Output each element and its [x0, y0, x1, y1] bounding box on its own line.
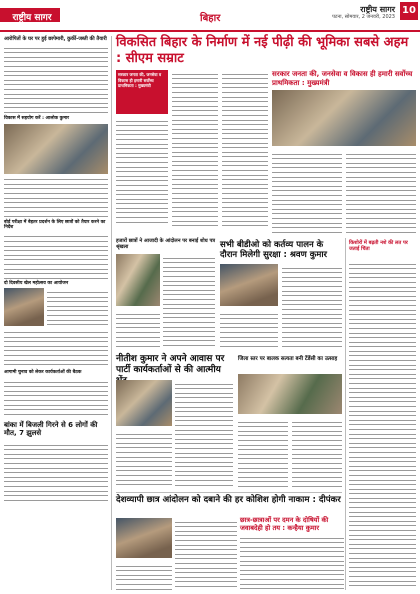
lead-highlight-box	[116, 70, 168, 114]
story-headline: जिला स्तर पर बालक सत्यता बनी टेंडेंसी का उत्साह	[238, 356, 338, 362]
story-body	[175, 518, 237, 590]
story-body	[4, 441, 108, 505]
story-body	[4, 176, 108, 218]
story-body	[175, 380, 233, 490]
news-photo	[4, 124, 108, 174]
story-body	[349, 260, 416, 590]
page-header	[0, 0, 420, 32]
story-body	[116, 562, 172, 590]
lead-body-col2	[172, 70, 218, 230]
lead-kicker: सरकार जनता की, जनसेवा व विकास ही हमारी सर्वोच्च प्राथमिकता : मुख्यमंत्री	[272, 70, 413, 87]
column-divider	[345, 238, 346, 590]
news-photo	[116, 518, 172, 558]
story-body	[163, 254, 215, 350]
story-body	[4, 44, 108, 114]
lead-photo	[272, 90, 416, 146]
section-name-center: बिहार	[200, 13, 221, 24]
story-body	[292, 418, 342, 490]
story-body	[220, 310, 278, 350]
story-headline: आरोपितों के घर पर हुई छापेमारी, कुर्की-जब्ती की तैयारी	[4, 36, 107, 42]
story-body	[47, 288, 108, 326]
news-photo	[4, 288, 44, 326]
story-headline: किशोरों में बढ़ती नशे की लत पर जताई चिंता	[349, 240, 408, 253]
story-body	[4, 378, 108, 418]
story-body	[240, 534, 344, 590]
story-headline: दो दिवसीय खेल महोत्सव का आयोजन	[4, 280, 69, 286]
lead-body-col5	[346, 150, 416, 234]
story-headline: नीतीश कुमार ने अपने आवास पर पार्टी कार्यकर्ताओं से की आत्मीय	[116, 354, 225, 375]
left-column	[4, 36, 108, 592]
news-photo	[238, 374, 342, 414]
page-number: 10	[400, 2, 418, 20]
lead-headline-text: विकसित बिहार के निर्माण में नई पीढ़ी की भूमिका सबसे अहम : सीएम सम्राट	[116, 35, 409, 66]
bottom-kicker: छात्र-छात्राओं पर दमन के दोषियों की जवाबदेही हो तय : कन्हैया कुमार	[240, 516, 329, 532]
highlight-text: सरकार जनता की, जनसेवा व विकास ही हमारी सर्वोच्च प्राथमिकता : मुख्यमंत्री	[118, 72, 162, 88]
story-headline: विकास में सहयोग करें : आलोक कुमार	[4, 116, 70, 121]
story-headline: हजारों छात्रों ने आजादी के आंदोलन पर बनाई शोध पत्र श्रृंखला	[116, 238, 216, 250]
date-line: पटना, सोमवार, 2 जनवरी, 2023	[332, 14, 395, 20]
news-photo	[220, 264, 278, 306]
story-body	[4, 233, 108, 279]
bottom-headline: देशव्यापी छात्र आंदोलन को दबाने की हर कोशिश होगी नाकाम : दीपंकर	[116, 495, 341, 505]
story-headline: बांका में बिजली गिरने से 6 लोगों की मौत, 7 झुलसे	[4, 420, 98, 438]
lead-body-col3	[222, 70, 268, 230]
news-photo	[116, 254, 160, 306]
masthead: राष्ट्रीय सागर	[360, 5, 395, 14]
lead-body-col1	[116, 117, 168, 227]
column-divider	[111, 36, 112, 590]
story-body	[116, 310, 160, 350]
story-headline: आगामी चुनाव को लेकर कार्यकर्ताओं की बैठक	[4, 370, 82, 376]
lead-body-col4	[272, 150, 342, 234]
section-name-left: राष्ट्रीय सागर	[12, 13, 52, 23]
story-body	[116, 430, 172, 490]
lead-headline	[116, 35, 416, 67]
story-body	[4, 328, 108, 368]
story-headline: बोर्ड परीक्षा में बेहतर प्रदर्शन के लिए छात्रों को तैयार करने का निर्देश	[4, 219, 106, 231]
story-body	[238, 418, 288, 490]
news-photo	[116, 380, 172, 426]
story-headline: सभी बीडीओ को कर्तव्य पालन के दौरान मिलेगी सुरक्षा : श्रवण कुमार	[220, 240, 328, 260]
section-divider	[116, 492, 342, 493]
story-body	[282, 264, 342, 350]
